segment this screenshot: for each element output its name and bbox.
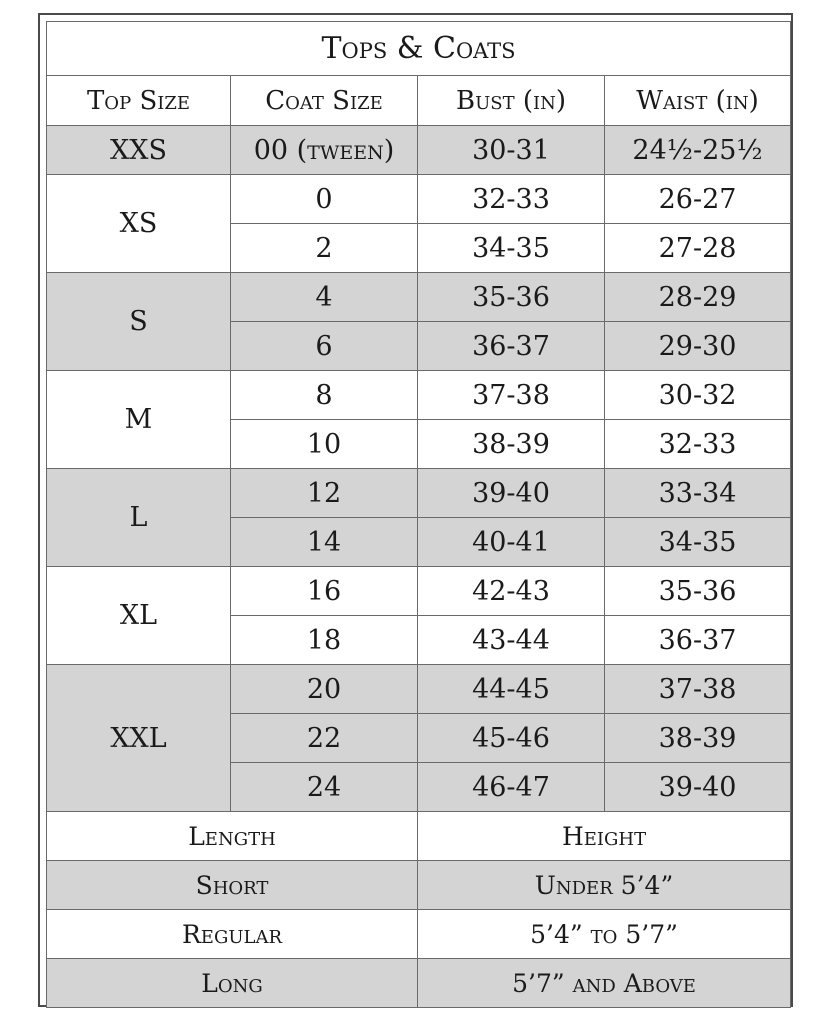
waist-cell: 37-38 [605,665,791,714]
waist-cell: 27-28 [605,224,791,273]
coat-size-cell: 8 [231,371,418,420]
waist-cell: 29-30 [605,322,791,371]
height-cell: 5’4” to 5’7” [418,910,791,959]
length-header-row [47,812,791,861]
size-row [47,665,791,714]
size-row [47,371,791,420]
coat-size-cell: 12 [231,469,418,518]
length-cell: Short [47,861,418,910]
waist-cell: 36-37 [605,616,791,665]
bust-cell: 44-45 [418,665,605,714]
top-size-cell: XXS [47,126,231,175]
bust-cell: 40-41 [418,518,605,567]
chart-title: Tops & Coats [47,22,791,76]
coat-size-cell: 18 [231,616,418,665]
bust-cell: 35-36 [418,273,605,322]
length-row [47,910,791,959]
bust-cell: 34-35 [418,224,605,273]
size-row [47,175,791,224]
size-row [47,273,791,322]
size-row [47,469,791,518]
waist-cell: 32-33 [605,420,791,469]
coat-size-cell: 0 [231,175,418,224]
header-height: Height [418,812,791,861]
header-waist: Waist (in) [605,76,791,126]
bust-cell: 32-33 [418,175,605,224]
coat-size-cell: 20 [231,665,418,714]
waist-cell: 39-40 [605,763,791,812]
top-size-cell: XS [47,175,231,273]
header-top-size: Top Size [47,76,231,126]
length-row [47,861,791,910]
header-row [47,76,791,126]
size-chart-table [46,21,791,1008]
height-cell: 5’7” and Above [418,959,791,1008]
top-size-cell: L [47,469,231,567]
bust-cell: 46-47 [418,763,605,812]
waist-cell: 26-27 [605,175,791,224]
header-bust: Bust (in) [418,76,605,126]
length-cell: Regular [47,910,418,959]
length-cell: Long [47,959,418,1008]
top-size-cell: XL [47,567,231,665]
top-size-cell: XXL [47,665,231,812]
title-row [47,22,791,76]
waist-cell: 34-35 [605,518,791,567]
bust-cell: 30-31 [418,126,605,175]
coat-size-cell: 6 [231,322,418,371]
bust-cell: 43-44 [418,616,605,665]
size-row [47,126,791,175]
length-row [47,959,791,1008]
bust-cell: 39-40 [418,469,605,518]
waist-cell: 35-36 [605,567,791,616]
height-cell: Under 5’4” [418,861,791,910]
header-length: Length [47,812,418,861]
top-size-cell: S [47,273,231,371]
size-row [47,567,791,616]
waist-cell: 38-39 [605,714,791,763]
bust-cell: 42-43 [418,567,605,616]
bust-cell: 37-38 [418,371,605,420]
coat-size-cell: 16 [231,567,418,616]
coat-size-cell: 2 [231,224,418,273]
coat-size-cell: 00 (tween) [231,126,418,175]
coat-size-cell: 4 [231,273,418,322]
waist-cell: 33-34 [605,469,791,518]
coat-size-cell: 10 [231,420,418,469]
coat-size-cell: 22 [231,714,418,763]
waist-cell: 28-29 [605,273,791,322]
bust-cell: 38-39 [418,420,605,469]
header-coat-size: Coat Size [231,76,418,126]
waist-cell: 30-32 [605,371,791,420]
top-size-cell: M [47,371,231,469]
bust-cell: 36-37 [418,322,605,371]
coat-size-cell: 14 [231,518,418,567]
coat-size-cell: 24 [231,763,418,812]
waist-cell: 24½-25½ [605,126,791,175]
bust-cell: 45-46 [418,714,605,763]
